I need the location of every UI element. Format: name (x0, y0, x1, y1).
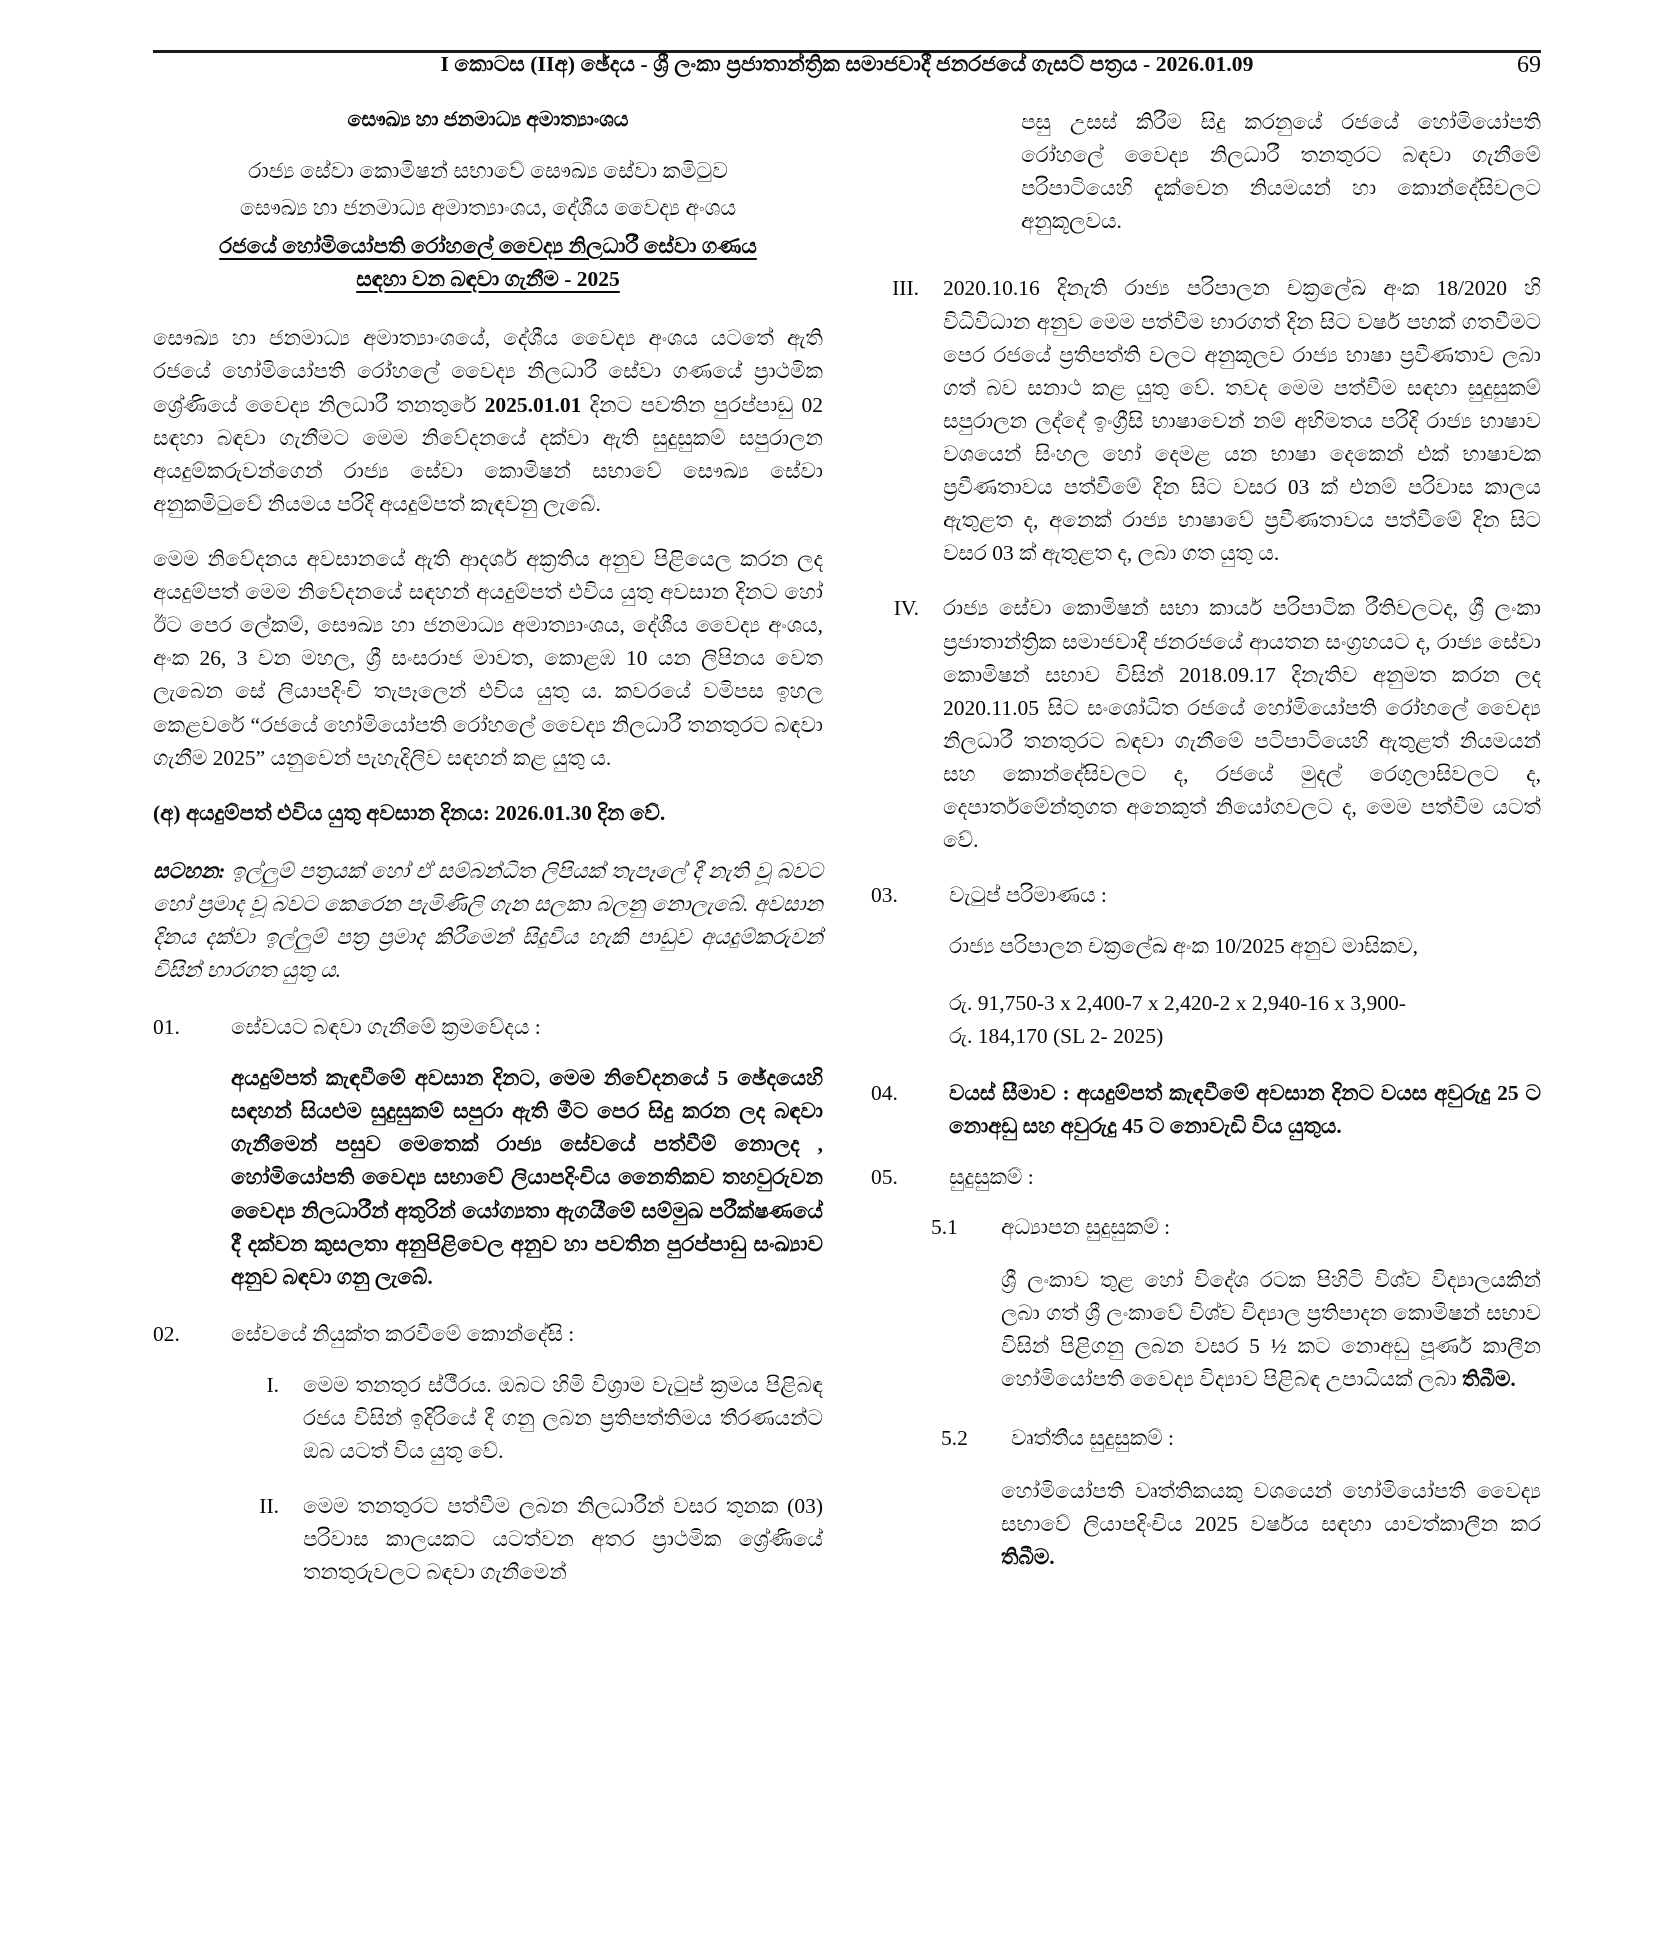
section-05-number: 05. (871, 1164, 898, 1189)
section-52-number: 5.2 (941, 1426, 968, 1451)
intro-paragraph (153, 322, 823, 521)
note-body: ඉල්ලුම් පත්‍රයක් හෝ ඒ සම්බන්ධිත ලිපියක් තැපෑලේ දී නැති වූ බවට හෝ ප්‍රමාද වූ බවට කෙරෙන පැමිණිලි ගැන සලකා බලනු නොලැබේ. අවසාන දිනය දක්වා ඉල්ලුම් පත්‍ර ප්‍රමාද කිරීමෙන් සිදුවිය හැකි පාඩුව අයදුම්කරුවන් විසින් භාරගත යුතු ය. (153, 859, 823, 983)
section-51-number: 5.1 (931, 1215, 958, 1240)
intro-part-a: සෞඛ්‍ය හා ජනමාධ්‍ය අමාත්‍යාංශයේ, දේශීය වෛද්‍ය අංශය යටතේ ඇති රජයේ හෝමියෝපති රෝහලේ වෛද්‍ය නිලධාරී සේවා ගණයේ ප්‍රාථමික ශ්‍රේණියේ වෛද්‍ය නිලධාරී තනතුරේ (153, 326, 823, 417)
section-04-number: 04. (871, 1081, 898, 1106)
page-number: 69 (1517, 52, 1541, 78)
salary-circular-line: රාජ්‍ය පරිපාලන චක්‍රලේඛ අංක 10/2025 අනුව මාසිකව, (949, 933, 1418, 958)
roman-numeral-iv: IV. (893, 596, 919, 621)
section-03-number: 03. (871, 883, 898, 908)
section-02-item-iv (871, 592, 1541, 857)
section-02-heading-row (153, 1318, 823, 1351)
closing-date-label: (අ) අයදුම්පත් එවිය යුතු අවසාන දිනය: (153, 800, 496, 825)
application-address-paragraph: මෙම නිවේදනය අවසානයේ ඇති ආදර්ශ අක්‍රතිය අනුව පිළියෙල කරන ලද අයදුම්පත් මෙම නිවේදනයේ සඳහන් අයදුම්පත් එවිය යුතු අවසාන දිනට හෝ ඊට පෙර ලේකම්, සෞඛ්‍ය හා ජනමාධ්‍ය අමාත්‍යාංශය, දේශීය වෛද්‍ය අංශය, අංක 26, 3 වන මහල, ශ්‍රී සංසරාජ මාවත, කොළඹ 10 යන ලිපිනය වෙත ලැබෙන සේ ලියාපදිංචි තැපෑලෙන් එවිය යුතු ය. කවරයේ වමිපස ඉහල කෙළවරේ “රජයේ හෝමියෝපති රෝහලේ වෛද්‍ය නිලධාරී තනතුරට බඳවා ගැනීම 2025” යනුවෙන් පැහැදිලිව සඳහන් කළ යුතු ය. (153, 547, 823, 770)
section-01-heading-row (153, 1011, 823, 1044)
section-03-heading-row (871, 879, 1541, 912)
closing-date-line (153, 797, 823, 829)
ministry-heading: සෞඛ්‍ය හා ජනමාධ්‍ය අමාත්‍යාංශය (347, 109, 629, 131)
roman-item-iii-text: 2020.10.16 දිනැති රාජ්‍ය පරිපාලන චක්‍රලේඛ අංක 18/2020 හි විධිවිධාන අනුව මෙම පත්වීම භාරගත් දින සිට වර්ෂ පහක් ගතවීමට පෙර රජයේ ප්‍රතිපත්ති වලට අනුකූලව රාජ්‍ය භාෂා ප්‍රවීණතාව ලබා ගත් බව සනාථ කළ යුතු වේ. තවද මෙම පත්වීම සඳහා සුදුසුකම් සපුරාලන ලද්දේ ඉංග්‍රීසි භාෂාවෙන් නම් අභිමතය පරිදි රාජ්‍ය භාෂාව වශයෙන් සිංහල හෝ දෙමළ යන භාෂා දෙකෙන් එක් භාෂාවක ප්‍රවීණතාවය පත්වීමේ දින සිට වසර 03 ක් එනම් පරිවාස කාලය ඇතුළත ද, අනෙක් රාජ්‍ය භාෂාවේ ප්‍රවීණතාවය පත්වීමේ දින සිට වසර 03 ක් ඇතුළත ද, ලබා ගත යුතු ය. (943, 276, 1541, 566)
committee-line-2: සෞඛ්‍ය හා ජනමාධ්‍ය අමාත්‍යාංශය, දේශීය වෛද්‍ය අංශය (239, 194, 737, 220)
section-52-body (1001, 1475, 1541, 1574)
closing-date-value: 2026.01.30 දින වේ. (495, 800, 666, 825)
section-52-body-emphasis: තිබීම. (1001, 1545, 1055, 1570)
committee-line-1: රාජ්‍ය සේවා කොමිෂන් සභාවේ සෞඛ්‍ය සේවා කමිටුව (248, 157, 728, 183)
two-column-body (153, 106, 1541, 1906)
roman-numeral-ii: II. (259, 1493, 279, 1518)
vacancy-date: 2025.01.01 (484, 392, 582, 417)
section-02-item-ii (231, 1490, 823, 1589)
section-04-row (871, 1077, 1541, 1142)
section-05-heading-row (871, 1161, 1541, 1194)
section-01-body: අයදුම්පත් කැඳවීමේ අවසාන දිනට, මෙම නිවේදනයේ 5 ඡේදයෙහි සඳහන් සියළුම සුදුසුකම් සපුරා ඇති මීට පෙර සිදු කරන ලද බඳවා ගැනීමෙන් පසුව මෙතෙක් රාජ්‍ය සේවයේ පත්වීම් නොලද , හෝමියෝපති වෛද්‍ය සභාවේ ලියාපදිංචිය නෛතිකව තහවුරුවන වෛද්‍ය නිලධාරීන් අතුරින් යෝග්‍යතා ඇගයීමේ සම්මුඛ පරීක්ෂණයේ දී දක්වන කුසලතා අනුපිළිවෙල අනුව හා පවතින පුරප්පාඩු සංඛ්‍යාව අනුව බඳවා ගනු ලැබේ. (231, 1066, 823, 1289)
roman-numeral-i: I. (266, 1372, 279, 1397)
gazette-header-title: I කොටස (IIඅ) ඡේදය - ශ්‍රී ලංකා ප්‍රජාතාන්ත්‍රික සමාජවාදී ජනරජයේ ගැසට් පත්‍රය - 2026.01.09 (440, 52, 1254, 76)
section-52-heading-row (941, 1422, 1541, 1455)
section-52-heading: වෘත්තීය සුදුසුකම් : (1011, 1426, 1175, 1451)
section-51-heading: අධ්‍යාපන සුදුසුකම් : (1001, 1215, 1171, 1240)
section-03-heading: වැටුප් පරිමාණය : (949, 883, 1107, 908)
header-divider-rule (153, 50, 1541, 53)
section-51-body-text: ශ්‍රී ලංකාව තුළ හෝ විදේශ රටක පිහිටි විශ්ව විද්‍යාලයකින් ලබා ගත් ශ්‍රී ලංකාවේ විශ්ව විද්‍යාල ප්‍රතිපාදන කොමිෂන් සභාව විසින් පිළිගනු ලබන වසර 5 ½ කට නොඅඩු පූර්ණ කාලීන හෝමියෝපති වෛද්‍ය විද්‍යාව පිළිබඳ උපාධියක් ලබා (1001, 1267, 1541, 1392)
section-05-heading: සුදුසුකම් : (949, 1164, 1034, 1189)
section-01-number: 01. (153, 1015, 180, 1040)
roman-item-iv-text: රාජ්‍ය සේවා කොමිෂන් සභා කාර්ය පරිපාටික රීතිවලටද, ශ්‍රී ලංකා ප්‍රජාතාන්ත්‍රික සමාජවාදී ජනරජයේ ආයතන සංග්‍රහයට ද, රාජ්‍ය සේවා කොමිෂන් සභාව විසින් 2018.09.17 දිනැතිව අනුමත කරන ලද 2020.11.05 සිට සංශෝධිත රජයේ හෝමියෝපති රෝහලේ වෛද්‍ය නිලධාරී තනතුරට බඳවා ගැනීමේ පටිපාටියෙහි ඇතුළත් නියමයන් සහ කොන්දේසිවලට ද, රජයේ මුදල් රෙගුලාසිවලට ද, දෙපාර්තමේන්තුගත අනෙකුත් නියෝගවලට ද, මෙම පත්වීම යටත් වේ. (943, 596, 1541, 853)
postal-note-paragraph (153, 855, 823, 987)
section-02-heading: සේවයේ නියුක්ත කරවීමේ කොන්දේසි : (231, 1321, 575, 1346)
notice-title (153, 230, 823, 297)
salary-scale-block (949, 987, 1541, 1053)
roman-item-ii-text: මෙම තනතුරට පත්වීම ලබන නිලධාරීන් වසර තුනක (03) පරිවාස කාලයකට යටත්වන අතර ප්‍රාථමික ශ්‍රේණියේ තනතුරුවලට බඳවා ගැනීමෙන් (303, 1493, 823, 1585)
intro-part-b: දිනට පවතින පුරප්පාඩු 02 සඳහා බඳවා ගැනීමට මෙම නිවේදනයේ දක්වා ඇති සුදුසුකම් සපුරාලන අයදුම්කරුවන්ගෙන් රාජ්‍ය සේවා කොමිෂන් සභාවේ සෞඛ්‍ය සේවා අනුකමිටුවේ නියමය පරිදි අයදුම්පත් කැඳවනු ලැබේ. (153, 392, 823, 516)
page-header (153, 52, 1541, 98)
notice-title-line-2: සඳහා වන බඳවා ගැනීම - 2025 (356, 267, 620, 292)
notice-title-line-1: රජයේ හෝමියෝපති රෝහලේ වෛද්‍ය නිලධාරී සේවා ගණය (219, 233, 757, 258)
note-label: සටහන: (153, 859, 226, 884)
roman-numeral-iii: III. (892, 276, 919, 301)
section-02-number: 02. (153, 1321, 180, 1346)
section-51-body-emphasis: තිබීම. (1462, 1367, 1516, 1392)
roman-item-i-text: මෙම තනතුර ස්ථීරය. ඔබට හිමි විශ්‍රාම වැටුප් ක්‍රමය පිළිබඳ රජය විසින් ඉදිරියේ දී ගනු ලබන ප්‍රතිපත්තිමය තීරණයන්ට ඔබ යටත් විය යුතු වේ. (303, 1372, 823, 1463)
roman-item-ii-continuation: පසු උසස් කිරීම සිදු කරනුයේ රජයේ හෝමියෝපති රෝහලේ වෛද්‍ය නිලධාරී තනතුරට බඳවා ගැනීමේ පරිපාටියෙහි දැක්වෙන නියමයන් හා කොන්දේසිවලට අනුකූලවය. (1021, 110, 1541, 234)
section-51-body (1001, 1264, 1541, 1396)
salary-scale-line-2: රු. 184,170 (SL 2- 2025) (949, 1024, 1164, 1049)
right-column (871, 106, 1541, 1906)
section-51-heading-row (931, 1211, 1541, 1244)
section-02-item-iii (871, 272, 1541, 570)
salary-scale-line-1: රු. 91,750-3 x 2,400-7 x 2,420-2 x 2,940-16 x 3,900- (949, 991, 1406, 1016)
left-column (153, 106, 823, 1906)
section-01-heading: සේවයට බඳවා ගැනීමේ ක්‍රමවේදය : (231, 1015, 541, 1040)
section-02-item-i (231, 1369, 823, 1468)
section-04-age-limit-text: වයස් සීමාව : අයදුම්පත් කැඳවීමේ අවසාන දිනට වයස අවුරුදු 25 ට නොඅඩු සහ අවුරුදු 45 ට නොවැඩි විය යුතුය. (949, 1081, 1541, 1138)
section-52-body-text: හෝමියෝපති වෘත්තිකයකු වශයෙන් හෝමියෝපති වෛද්‍ය සභාවේ ලියාපදිංචිය 2025 වර්ෂය සඳහා යාවත්කාලීන කර (1001, 1479, 1541, 1537)
